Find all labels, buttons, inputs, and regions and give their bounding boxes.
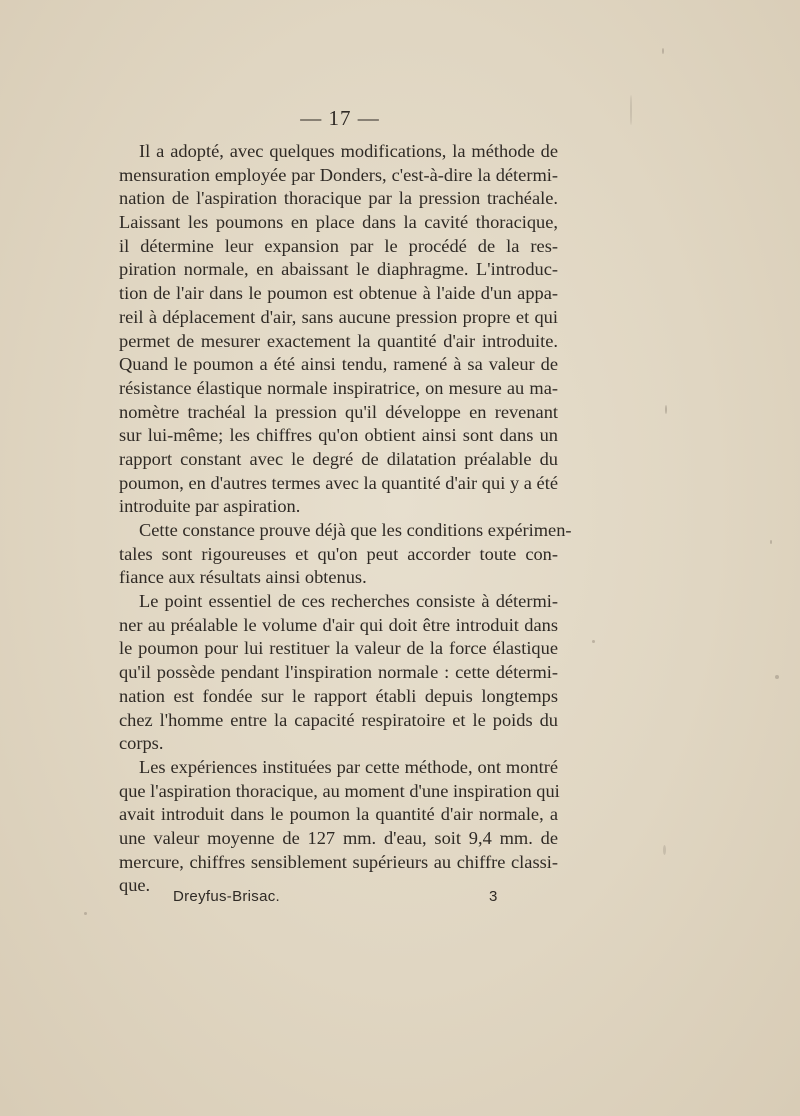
text-line: nation de l'aspiration thoracique par la pression trachéale. [119,188,558,209]
signature-mark: 3 [489,888,498,905]
text-line: le poumon pour lui restituer la valeur de la force élastique [119,638,558,659]
paper-speck [665,405,667,414]
text-line: piration normale, en abaissant le diaphragme. L'introduc- [119,259,558,280]
text-line: Il a adopté, avec quelques modifications, la méthode de [139,141,558,161]
page-number: — 17 — [300,106,380,130]
text-line: tion de l'air dans le poumon est obtenue à l'aide d'un appa- [119,283,558,304]
text-line: reil à déplacement d'air, sans aucune pression propre et qui [119,306,558,327]
text-line: introduite par aspiration. [119,496,301,517]
text-line: ner au préalable le volume d'air qui doit être introduit dans [119,614,558,635]
text-line: corps. [119,733,164,754]
text-line: fiance aux résultats ainsi obtenus. [119,567,367,588]
text-line: permet de mesurer exactement la quantité d'air introduite. [119,330,558,351]
text-line: rapport constant avec le degré de dilatation préalable du [119,448,558,469]
text-line: résistance élastique normale inspiratrice, on mesure au ma- [119,377,558,398]
text-line: mercure, chiffres sensiblement supérieurs au chiffre classi- [119,851,558,872]
paper-speck [775,675,779,679]
paper-speck [592,640,595,643]
text-line: chez l'homme entre la capacité respiratoire et le poids du [119,709,558,730]
text-line: avait introduit dans le poumon la quantité d'air normale, a [119,804,558,825]
paper-speck [84,912,87,915]
paper-speck [630,95,632,125]
text-line: Laissant les poumons en place dans la cavité thoracique, [119,212,558,233]
text-line: il détermine leur expansion par le procédé de la res- [119,235,558,256]
text-line: que l'aspiration thoracique, au moment d'une inspiration qui [119,780,560,801]
page-footer [0,888,800,912]
text-line: nation est fondée sur le rapport établi depuis longtemps [119,685,558,706]
paper-speck [770,540,772,544]
text-line: une valeur moyenne de 127 mm. d'eau, soit 9,4 mm. de [119,827,558,848]
text-line: Cette constance prouve déjà que les conditions expérimen- [139,520,572,540]
text-line: mensuration employée par Donders, c'est-à-dire la détermi- [119,164,558,185]
text-line: nomètre trachéal la pression qu'il développe en revenant [119,401,558,422]
text-line: qu'il possède pendant l'inspiration normale : cette détermi- [119,662,558,683]
text-line: Le point essentiel de ces recherches consiste à détermi- [139,591,558,612]
text-line: sur lui-même; les chiffres qu'on obtient ainsi sont dans un [119,425,558,446]
text-line: que. [119,875,151,896]
body-text [119,140,572,898]
text-line: Les expériences instituées par cette méthode, ont montré [139,756,558,777]
paper-speck [663,845,666,855]
paper-speck [662,48,664,54]
footer-author: Dreyfus-Brisac. [173,888,281,905]
text-line: poumon, en d'autres termes avec la quantité d'air qui y a été [119,472,558,493]
text-line: tales sont rigoureuses et qu'on peut accorder toute con- [119,543,558,564]
text-line: Quand le poumon a été ainsi tendu, ramené à sa valeur de [119,354,558,375]
